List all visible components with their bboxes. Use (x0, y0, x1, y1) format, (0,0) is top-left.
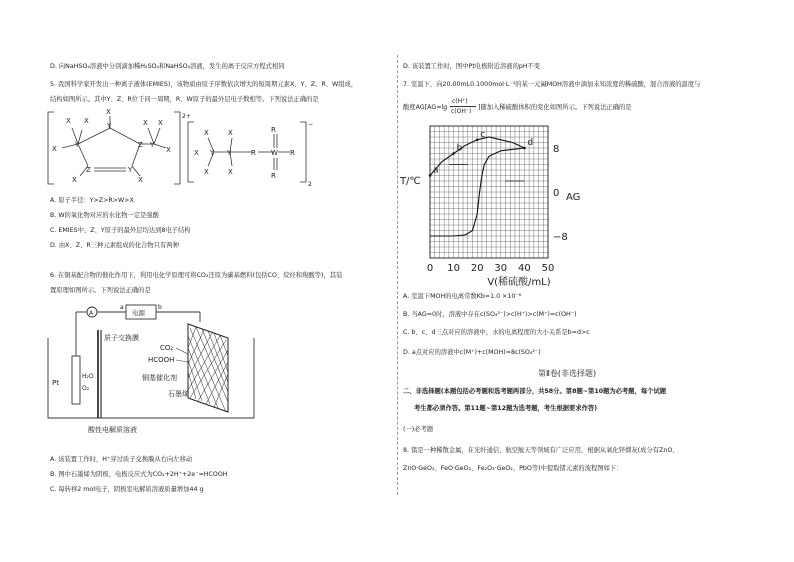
point-a (429, 174, 432, 177)
atom-x: X (228, 168, 233, 176)
q6-electrolysis-figure (40, 300, 270, 440)
ag-tick-label: −8 (553, 232, 568, 243)
ag-fraction-denominator: c(OH⁻) (451, 108, 472, 115)
point-label: c (480, 129, 486, 140)
atom-r: R (271, 126, 276, 134)
q5-stem-line2: 结构如图所示。其中Y、Z、R位于同一周期，R、W原子的最外层电子数相等。下列说法正确的是 (50, 96, 319, 103)
q5-option-a: A. 原子半径：Y>Z>R>W>X (50, 197, 134, 204)
section-intro-line2: 考生都必须作答。第11题~第12题为选考题，考生根据要求作答) (414, 405, 598, 412)
point-label: a (433, 165, 439, 176)
atom-z: Z (138, 141, 143, 149)
right-axis-label: AG (566, 192, 581, 203)
atom-x: X (138, 176, 143, 184)
hcooh-label: HCOOH (148, 356, 175, 364)
q7-option-d: D. a点对应的溶液中c(M⁺)+c(MOH)=8c(SO₄²⁻) (403, 349, 541, 356)
x-tick-label: 10 (447, 263, 460, 274)
anion-subscript: 2 (308, 181, 312, 188)
atom-y: Y (150, 141, 155, 149)
q8-stem-line2: ZnO·GeO₂、FeO·GeO₂、Fe₂O₃·GeO₂、PbO等)中提取锗元素的流程图如下： (403, 465, 623, 472)
atom-r: R (251, 149, 256, 157)
x-tick-label: 50 (541, 263, 555, 274)
q8-stem-line1: 8. 锗是一种稀散金属，在光纤通信、航空航天等领域有广泛应用，根据从氧化锌烟灰(成分有ZnO、 (403, 447, 679, 454)
q5-option-c: C. EMIES中，Z、Y原子的最外层均达到8电子结构 (50, 227, 191, 234)
atom-z: Z (86, 166, 91, 174)
x-tick-label: 40 (518, 263, 531, 274)
q7-stem-line2b: ]随加入稀硫酸体积的变化如图所示。下列说法正确的是 (478, 104, 632, 111)
atom-x: X (204, 168, 209, 176)
atom-x: X (66, 117, 71, 125)
x-axis-label: V(稀硫酸/mL) (487, 277, 551, 288)
q7-stem-line2a: 酸度AG[AG=lg (403, 104, 448, 111)
atom-x: X (84, 117, 89, 125)
atom-r: R (290, 149, 295, 157)
atom-w: W (271, 149, 278, 157)
section-title: 第Ⅱ卷(非选择题) (538, 369, 597, 378)
atom-x: X (106, 108, 111, 116)
atom-x: X (52, 145, 57, 153)
atom-x: X (166, 146, 171, 154)
point-label: d (527, 138, 534, 148)
ag-tick-label: 0 (553, 188, 560, 199)
x-tick-label: 30 (494, 263, 508, 274)
terminal-a: a (120, 304, 124, 311)
pt-electrode (72, 356, 80, 404)
q6-option-d: D. 该装置工作时，图中Pt电极附近溶液的pH不变 (403, 63, 541, 70)
x-tick-label: 0 (426, 263, 434, 274)
atom-x: X (143, 119, 148, 127)
q6-stem-line2: 置原理如图所示。下列说法正确的是 (50, 287, 151, 294)
required-label: (一)必考题 (403, 426, 434, 433)
left-axis-label: T/℃ (400, 176, 421, 187)
point-d (523, 147, 526, 150)
electrolyte-label: 酸性电解质溶液 (88, 426, 137, 434)
q4-option-d: D. 向NaHSO₄溶液中分别滴加稀H₂SO₄和NaHSO₃溶液，发生的离子反应方程式相同 (50, 63, 285, 70)
atom-x: X (158, 119, 163, 127)
h2o-label: H₂O (82, 373, 94, 380)
atom-y: Y (227, 149, 232, 157)
ag-fraction-numerator: c(H⁺) (452, 98, 468, 105)
catalyst-label: 铜基催化剂 (142, 374, 177, 382)
atom-y: Y (107, 122, 112, 130)
point-c (476, 138, 479, 141)
atom-y: Y (75, 141, 80, 149)
atom-x: X (194, 149, 199, 157)
pt-label: Pt (52, 379, 59, 387)
q7-option-b: B. 当AG=0时，溶液中存在c(SO₄²⁻)>c(H⁺)>c(M⁺)=c(OH⁻) (403, 311, 577, 318)
atom-x: X (204, 129, 209, 137)
ammeter-label: A (89, 310, 94, 317)
q7-stem-line1: 7. 室温下，向20.00mL0.1000mol·L⁻¹的某一元碱MOH溶液中滴加未知浓度的稀硫酸，混合溶液的温度与 (403, 81, 701, 88)
atom-y: Y (210, 149, 215, 157)
q6-stem-line1: 6. 在铜基配合物的催化作用下，利用电化学原理可将CO₂还原为碳基燃料(包括CO、烷烃和羧酸等)，其装 (50, 272, 343, 279)
q6-option-c: C. 每转移2 mol电子，阴极室电解质溶液质量增加44 g (50, 486, 204, 493)
x-tick-label: 20 (470, 263, 484, 274)
ag-tick-label: 8 (553, 144, 560, 155)
atom-x: X (72, 176, 77, 184)
q7-chart (398, 118, 581, 290)
point-label: b (456, 143, 463, 154)
anion-charge: − (308, 121, 314, 128)
q5-option-b: B. W的氧化物对应的水化物一定是强酸 (50, 212, 160, 219)
point-b (452, 152, 455, 155)
atom-r: R (271, 172, 276, 180)
membrane-label: 质子交换膜 (104, 334, 139, 342)
co2-label: CO₂ (160, 344, 174, 352)
q5-option-d: D. 由X、Z、R三种元素组成的化合物只有两种 (50, 242, 179, 249)
q6-option-b: B. 图中石墨烯为阴极，电极反应式为CO₂+2H⁺+2e⁻=HCOOH (50, 471, 228, 478)
power-label: 电源 (132, 309, 145, 317)
q6-option-a: A. 该装置工作时，H⁺穿过质子交换膜从右向左移动 (50, 456, 193, 463)
cation-charge: 2+ (182, 113, 191, 120)
o2-label: O₂ (82, 385, 90, 392)
q7-option-c: C. b、c、d三点对应的溶液中，水的电离程度的大小关系是b=d>c (403, 329, 590, 336)
q7-option-a: A. 室温下MOH的电离常数Kb=1.0 ×10⁻⁶ (403, 293, 522, 300)
section-intro-line1: 二、非选择题(本题包括必考题和选考题两部分，共58分。第8题~第10题为必考题，每个试题 (403, 388, 667, 395)
q5-stem-line1: 5. 我国科学家开发出一种离子液体(EMIES)，该物质由原子序数依次增大的短周期元素X、Y、Z、R、W组成， (50, 81, 358, 88)
terminal-b: b (158, 304, 162, 311)
atom-x: X (228, 129, 233, 137)
q5-structure-figure (42, 108, 352, 190)
atom-y: Y (128, 166, 133, 174)
graphene-label: 石墨烯 (168, 390, 189, 398)
